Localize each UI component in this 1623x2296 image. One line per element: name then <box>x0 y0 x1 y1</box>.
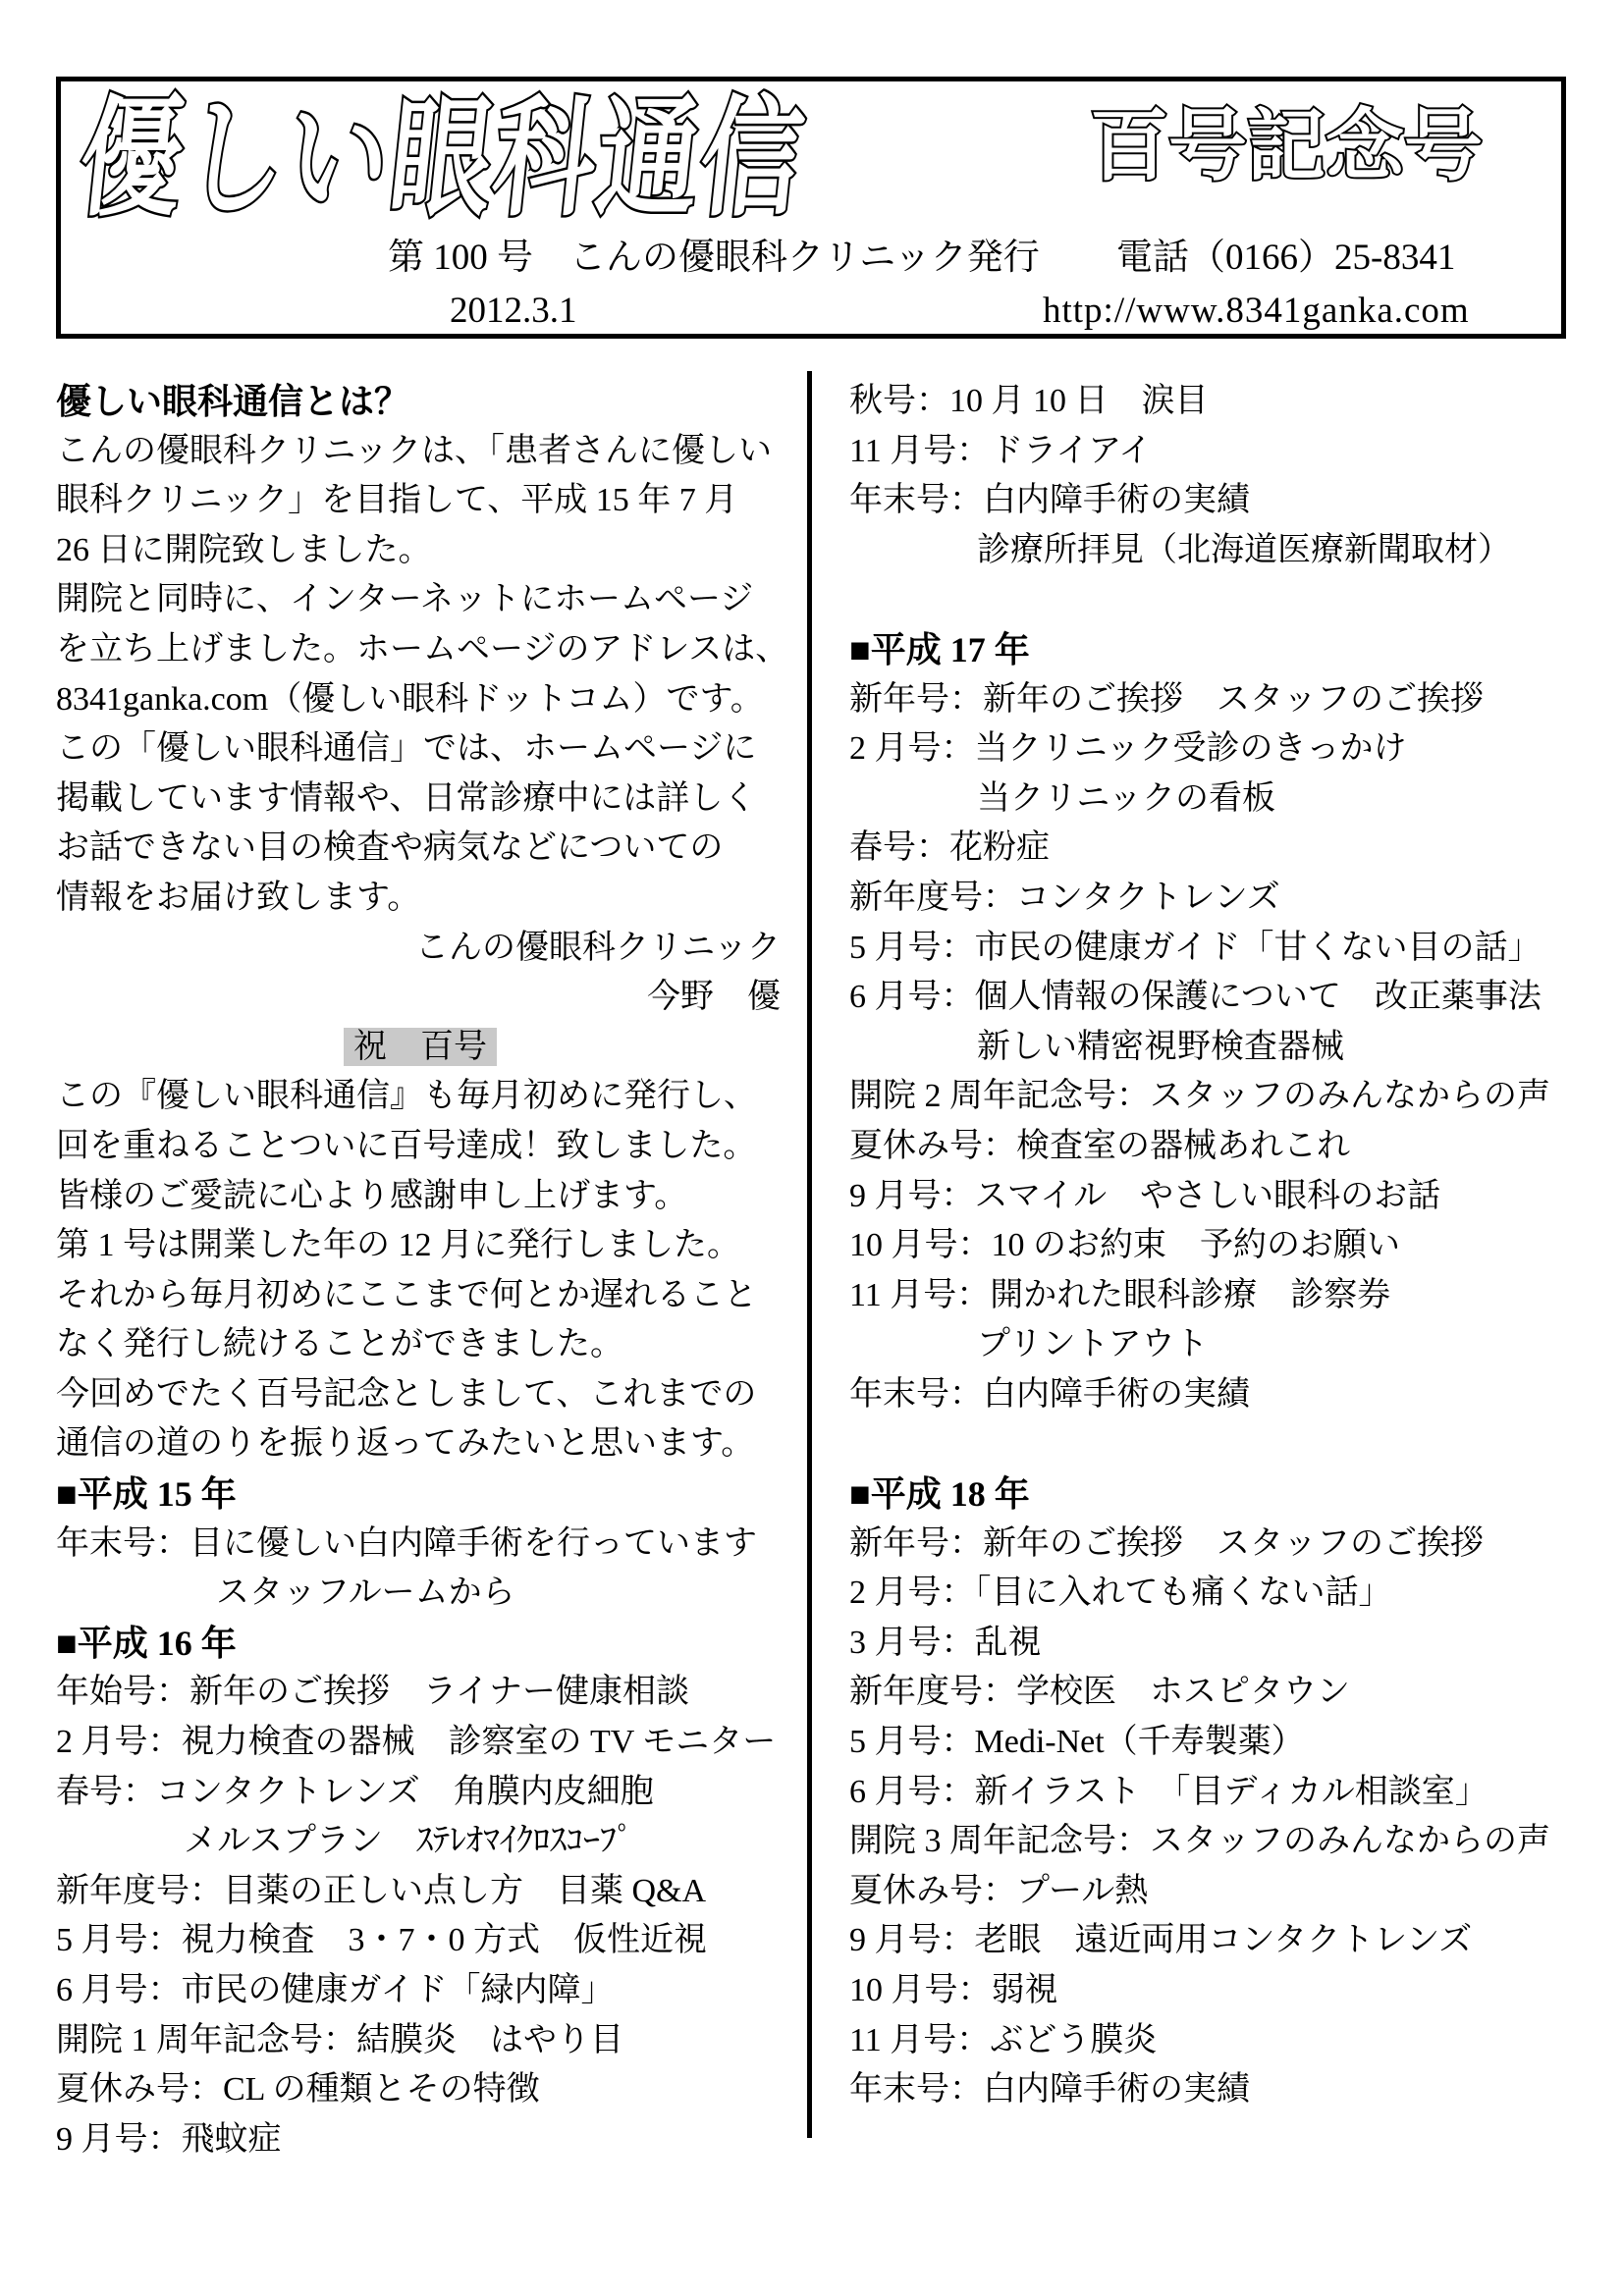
left-column <box>56 377 789 2164</box>
text-line: こんの優眼科クリニック <box>415 929 781 966</box>
text-line: 9 月号：スマイル やさしい眼科のお話 <box>849 1177 1441 1214</box>
text-line: 優しい眼科通信とは？ <box>56 382 410 421</box>
section-heading: ■平成 15 年 <box>56 1474 237 1515</box>
website-url: http://www.8341ganka.com <box>1043 291 1470 331</box>
publication-date: 2012.3.1 <box>450 291 577 331</box>
text-line: 10 月号：10 のお約束 予約のお願い <box>849 1227 1400 1264</box>
text-line: 開院 3 周年記念号：スタッフのみんなからの声 <box>849 1823 1550 1860</box>
text-line: 春号：コンタクトレンズ 角膜内皮細胞 <box>56 1773 654 1810</box>
newsletter-title: 優しい眼科通信 <box>73 86 813 231</box>
section-heading: ■平成 16 年 <box>56 1623 237 1663</box>
text-line: なく発行し続けることができました。 <box>56 1326 623 1363</box>
text-line: 夏休み号：CL の種類とその特徴 <box>56 2071 540 2109</box>
text-line: 回を重ねることついに百号達成！致しました。 <box>56 1127 757 1164</box>
text-line: 春号：花粉症 <box>849 829 1050 867</box>
text-line: 掲載しています情報や、日常診療中には詳しく <box>56 779 757 817</box>
text-line: 11 月号：開かれた眼科診療 診察券 <box>849 1276 1391 1313</box>
text-line: 2 月号：当クリニック受診のきっかけ <box>849 730 1407 768</box>
text-line: 9 月号：飛蚊症 <box>56 2120 282 2158</box>
text-line: 夏休み号：プール熱 <box>849 1872 1149 1909</box>
text-line: 5 月号：市民の健康ガイド「甘くない目の話」 <box>849 929 1542 966</box>
text-line: 9 月号：老眼 遠近両用コンタクトレンズ <box>849 1922 1473 1959</box>
text-line: 今野 優 <box>647 979 781 1016</box>
text-line: 5 月号：視力検査 3・7・0 方式 仮性近視 <box>56 1922 707 1959</box>
text-line: 8341ganka.com（優しい眼科ドットコム）です。 <box>56 680 764 718</box>
text-line: 開院 1 周年記念号：結膜炎 はやり目 <box>56 2021 623 2058</box>
commemorative-issue-badge: 百号記念号 <box>1090 102 1483 189</box>
text-line: 通信の道のりを振り返ってみたいと思います。 <box>56 1425 755 1463</box>
blank-line <box>849 575 1601 625</box>
section-heading: ■平成 18 年 <box>849 1474 1030 1515</box>
text-line: 新しい精密視野検査器械 <box>977 1028 1344 1065</box>
text-line: 6 月号：市民の健康ガイド「緑内障」 <box>56 1972 615 2008</box>
section-heading: ■平成 17 年 <box>849 629 1030 669</box>
text-line: 年始号：新年のご挨拶 ライナー健康相談 <box>56 1674 689 1711</box>
text-line: こんの優眼科クリニックは、「患者さんに優しい <box>56 432 772 469</box>
text-line: 26 日に開院致しました。 <box>56 531 432 568</box>
phone-number: 電話（0166）25-8341 <box>1116 238 1456 278</box>
text-line: この『優しい眼科通信』も毎月初めに発行し、 <box>56 1078 757 1115</box>
text-line: それから毎月初めにここまで何とか遅れること <box>56 1276 757 1313</box>
text-line: 2 月号：「目に入れても痛くない話」 <box>849 1575 1392 1612</box>
text-line: 情報をお届け致します。 <box>56 879 421 916</box>
text-line <box>56 1023 784 1073</box>
text-line: 年末号：白内障手術の実績 <box>849 2071 1250 2109</box>
text-line: 診療所拝見（北海道医療新聞取材） <box>977 531 1511 568</box>
text-line: 年末号：目に優しい白内障手術を行っています <box>56 1524 757 1562</box>
header-box <box>56 77 1566 339</box>
text-line: 今回めでたく百号記念としまして、これまでの <box>56 1375 757 1413</box>
column-divider <box>807 371 812 2138</box>
issue-number-publisher: 第 100 号 こんの優眼科クリニック発行 <box>388 238 1040 278</box>
text-line: 新年度号：コンタクトレンズ <box>849 879 1280 916</box>
right-column <box>849 377 1601 2115</box>
text-line: プリントアウト <box>977 1326 1209 1363</box>
text-line: スタッフルームから <box>216 1575 515 1612</box>
text-line: 新年号：新年のご挨拶 スタッフのご挨拶 <box>849 1524 1484 1562</box>
text-line: 開院と同時に、インターネットにホームページ <box>56 581 754 618</box>
text-line: お話できない目の検査や病気などについての <box>56 829 724 867</box>
text-line: を立ち上げました。ホームページのアドレスは、 <box>56 630 789 667</box>
text-line: メルスプラン ｽﾃﾚｵﾏｲｸﾛｽｺｰﾌﾟ <box>184 1823 633 1860</box>
text-line: 眼科クリニック」を目指して、平成 15 年 7 月 <box>56 482 738 519</box>
blank-line <box>849 1419 1601 1469</box>
text-line: 皆様のご愛読に心より感謝申し上げます。 <box>56 1177 688 1214</box>
text-line: 10 月号：弱視 <box>849 1972 1058 2008</box>
text-line: 6 月号：個人情報の保護について 改正薬事法 <box>849 979 1542 1016</box>
text-line: 秋号：10 月 10 日 涙目 <box>849 383 1209 419</box>
text-line: 3 月号：乱視 <box>849 1624 1042 1661</box>
highlighted-text: 祝 百号 <box>344 1028 497 1066</box>
text-line: 11 月号：ぶどう膜炎 <box>849 2021 1158 2058</box>
text-line: この「優しい眼科通信」では、ホームページに <box>56 730 757 768</box>
text-line: 開院 2 周年記念号：スタッフのみんなからの声 <box>849 1078 1550 1115</box>
text-line: 新年度号：学校医 ホスピタウン <box>849 1674 1350 1711</box>
text-line: 年末号：白内障手術の実績 <box>849 1375 1250 1413</box>
text-line: 11 月号：ドライアイ <box>849 432 1153 469</box>
text-line: 6 月号：新イラスト 「目ディカル相談室」 <box>849 1773 1488 1810</box>
text-line: 2 月号：視力検査の器械 診察室の TV モニター <box>56 1724 777 1761</box>
text-line: 新年号：新年のご挨拶 スタッフのご挨拶 <box>849 680 1484 718</box>
text-line: 新年度号：目薬の正しい点し方 目薬 Q&A <box>56 1872 707 1909</box>
text-line: 第 1 号は開業した年の 12 月に発行しました。 <box>56 1227 740 1264</box>
text-line: 夏休み号：検査室の器械あれこれ <box>849 1127 1350 1164</box>
text-line: 年末号：白内障手術の実績 <box>849 482 1250 519</box>
text-line: 5 月号：Medi-Net（千寿製薬） <box>849 1724 1305 1761</box>
text-line: 当クリニックの看板 <box>977 779 1275 817</box>
